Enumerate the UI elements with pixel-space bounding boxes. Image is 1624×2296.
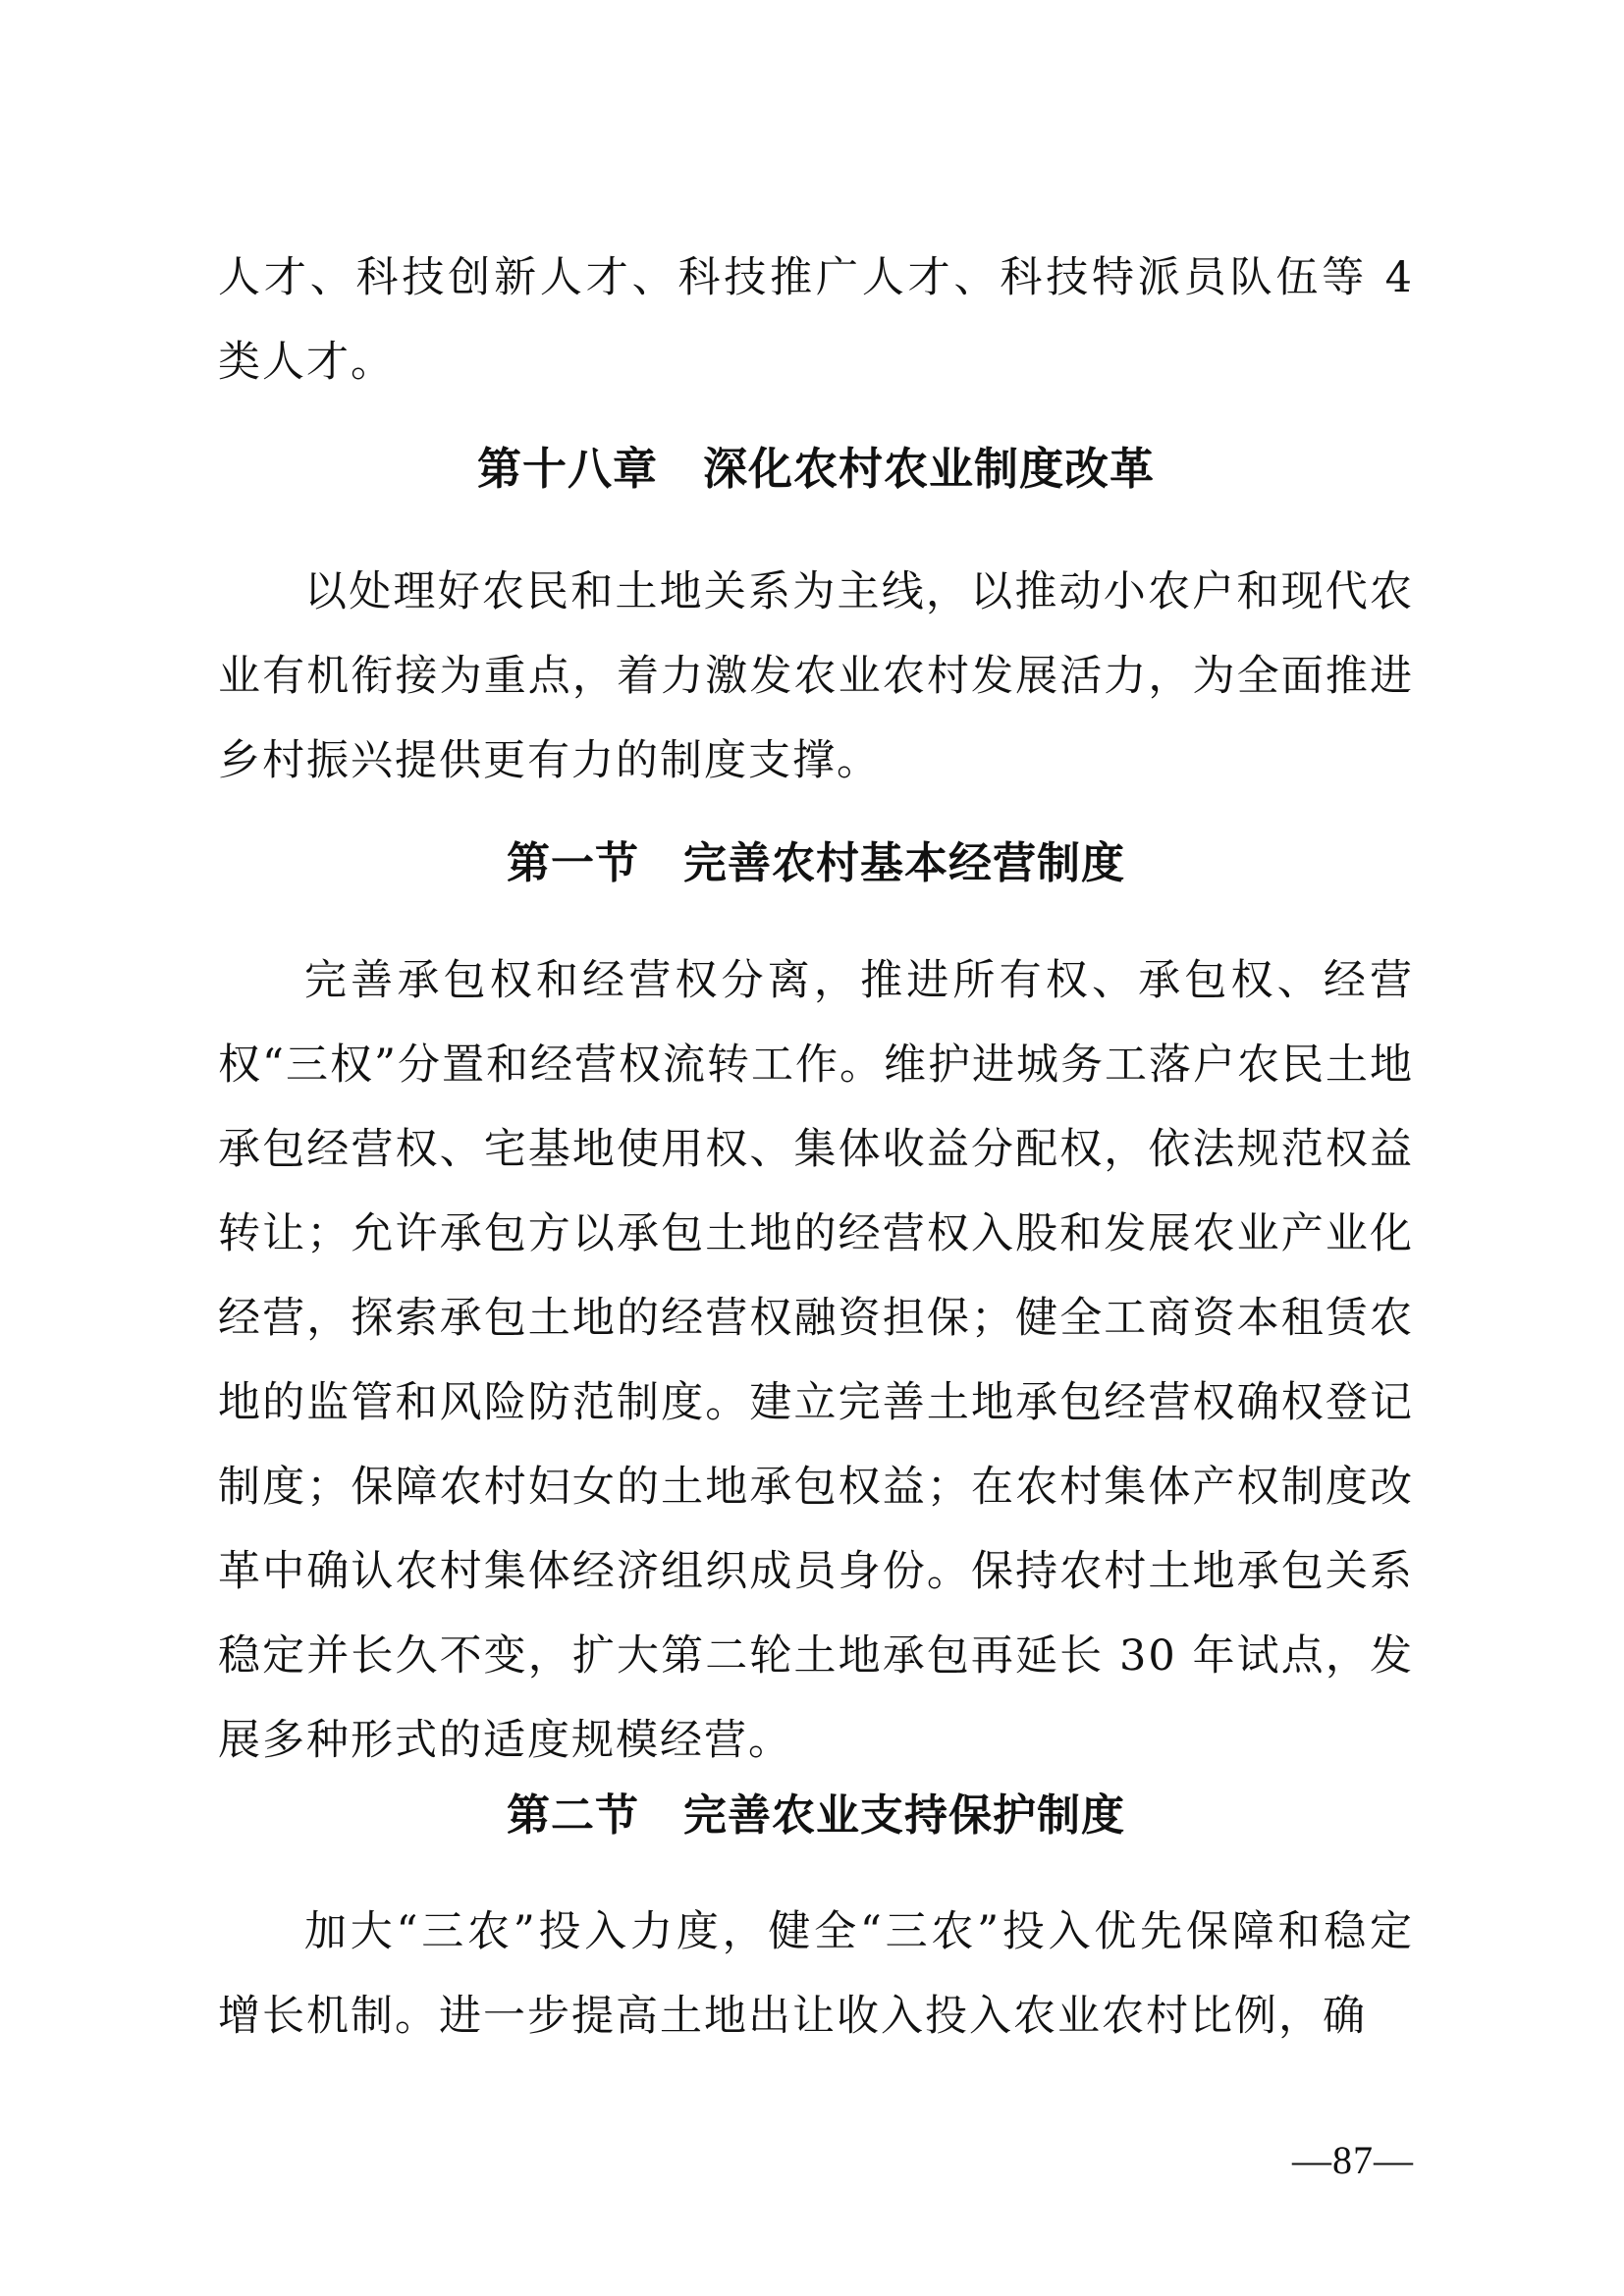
paragraph-investment: 加大“三农”投入力度，健全“三农”投入优先保障和稳定增长机制。进一步提高土地出让收入投入农业农村比例，确: [218, 1907, 1414, 2041]
chapter-title: 第十八章 深化农村农业制度改革: [476, 443, 1155, 495]
paragraph-talent-types: 人才、科技创新人才、科技推广人才、科技特派员队伍等 4 类人才。: [218, 253, 1414, 387]
paragraph-land-rights: 完善承包权和经营权分离，推进所有权、承包权、经营权“三权”分置和经营权流转工作。维护进城务工落户农民土地承包经营权、宅基地使用权、集体收益分配权，依法规范权益转让；允许承包方以承包土地的经营权入股和发展农业产业化经营，探索承包土地的经营权融资担保；健全工商资本租赁农地的监管和风险防范制度。建立完善土地承包经营权确权登记制度；保障农村妇女的土地承包权益；在农村集体产权制度改革中确认农村集体经济组织成员身份。保持农村土地承包关系稳定并长久不变，扩大第二轮土地承包再延长 30 年试点，发展多种形式的适度规模经营。: [218, 956, 1414, 1765]
paragraph-chapter-intro: 以处理好农民和土地关系为主线，以推动小农户和现代农业有机衔接为重点，着力激发农业农村发展活力，为全面推进乡村振兴提供更有力的制度支撑。: [218, 567, 1414, 785]
section-title-basic-operation: 第一节 完善农村基本经营制度: [507, 838, 1125, 888]
section-title-support-protection: 第二节 完善农业支持保护制度: [507, 1790, 1125, 1841]
page-number: —87—: [1292, 2138, 1414, 2182]
